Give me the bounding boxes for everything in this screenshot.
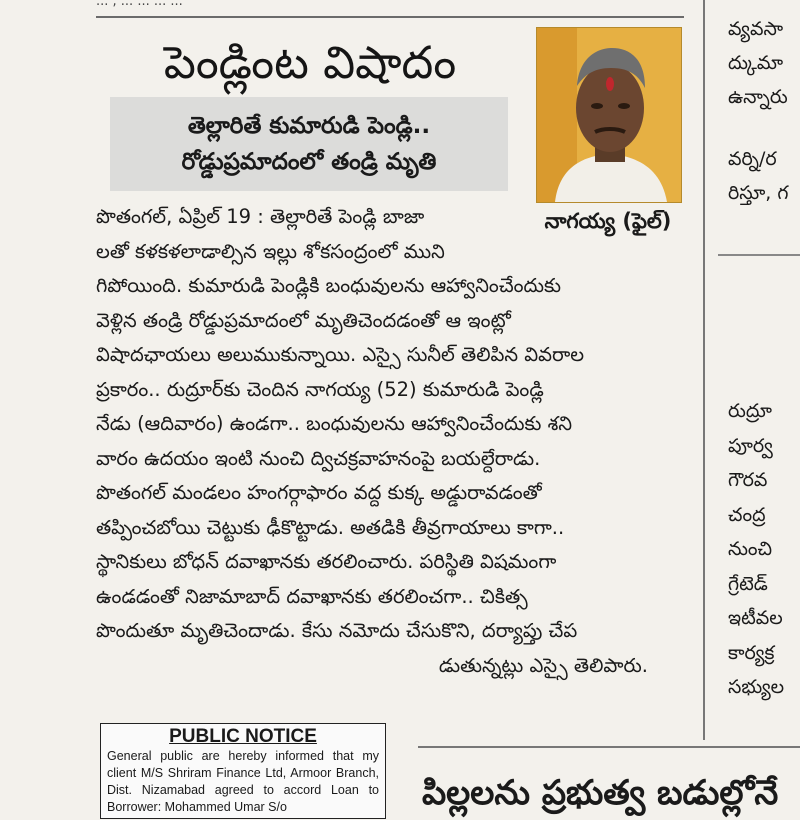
right-line: ద్కుమా: [728, 52, 784, 74]
right-column-lower: [728, 394, 800, 705]
right-line: ఇటీవల: [728, 607, 783, 629]
right-line: గ్రేటెడ్: [728, 572, 768, 595]
right-line: గౌరవ: [728, 469, 768, 491]
body-line: పొతంగల్, ఏప్రిల్ 19 : తెల్లారితే పెండ్లి బాజా: [96, 205, 425, 228]
body-line: విషాదఛాయలు అలుముకున్నాయి. ఎస్సై సునీల్ తెలిపిన వివరాల: [96, 343, 585, 366]
bottom-divider: [418, 746, 800, 748]
article-body: [96, 200, 688, 683]
previous-article-fragment: ... , ... ... ... ...: [96, 0, 183, 9]
subheadline-line-1: తెల్లారితే కుమారుడి పెండ్లి..: [187, 113, 431, 139]
right-column-divider: [718, 254, 800, 256]
article-headline: పెండ్లింట విషాదం: [163, 36, 457, 89]
body-line: పొందుతూ మృతిచెందాడు. కేసు నమోదు చేసుకొని, దర్యాప్తు చేప: [96, 619, 578, 642]
right-line: వ్యవసా: [728, 18, 784, 40]
right-line: ఉన్నారు: [728, 86, 788, 108]
body-line: గిపోయింది. కుమారుడి పెండ్లికి బంధువులను ఆహ్వానించేందుకు: [96, 274, 561, 297]
body-line: లతో కళకళలాడాల్సిన ఇల్లు శోకసంద్రంలో ముని: [96, 239, 445, 263]
article-subheadline: [110, 97, 508, 191]
subheadline-line-2: రోడ్డుప్రమాదంలో తండ్రి మృతి: [181, 149, 437, 175]
right-line: కార్యక్ర: [728, 641, 775, 664]
right-line: సభ్యుల: [728, 676, 785, 698]
right-line-spacer: [728, 114, 800, 142]
portrait-photo-illustration: [537, 28, 681, 202]
top-divider: [96, 16, 684, 18]
right-line: వర్ని/ర: [728, 148, 777, 170]
body-line: ఉండడంతో నిజామాబాద్ దవాఖానకు తరలించగా.. చికిత్స: [96, 584, 528, 608]
column-divider: [703, 0, 705, 740]
public-notice-ad: [100, 723, 386, 819]
body-line: తప్పించబోయి చెట్టుకు ఢీకొట్టాడు. అతడికి తీవ్రగాయాలు కాగా..: [96, 515, 565, 539]
body-line: వారం ఉదయం ఇంటి నుంచి ద్విచక్రవాహనంపై బయల్దేరాడు.: [96, 446, 541, 470]
public-notice-title: PUBLIC NOTICE: [169, 726, 317, 747]
body-line: ప్రకారం.. రుద్రూర్‌కు చెందిన నాగయ్య (52) కుమారుడి పెండ్లి: [96, 377, 544, 401]
right-line: పూర్వ: [728, 434, 773, 457]
right-column-upper: [728, 12, 800, 210]
body-line-last: డుతున్నట్లు ఎస్సై తెలిపారు.: [438, 653, 648, 677]
body-line: నేడు (ఆదివారం) ఉండగా.. బంధువులను ఆహ్వానించేందుకు శని: [96, 412, 573, 435]
right-line: నుంచి: [728, 538, 773, 560]
article-photo: [536, 27, 682, 203]
public-notice-body: General public are hereby informed that my client M/S Shriram Finance Ltd, Armoor Branch, Dist. Nizamabad agreed to accord Loan to Borrower: Mohammed Umar S/o: [107, 749, 379, 814]
photo-caption: నాగయ్య (ఫైల్): [544, 209, 672, 233]
right-line: చంద్ర: [728, 503, 766, 526]
body-line: వెళ్లిన తండ్రి రోడ్డుప్రమాదంలో మృతిచెందడంతో ఆ ఇంట్లో: [96, 308, 511, 332]
right-line: రుద్రూ: [728, 400, 772, 422]
right-line: రిస్తూ, గ: [728, 182, 789, 204]
body-line: స్థానికులు బోధన్ దవాఖానకు తరలించారు. పరిస్థితి విషమంగా: [96, 550, 557, 573]
next-article-headline: పిల్లలను ప్రభుత్వ బడుల్లోనే: [422, 773, 779, 813]
body-line: పొతంగల్ మండలం హంగర్గాఫారం వద్ద కుక్క అడ్డురావడంతో: [96, 481, 542, 504]
